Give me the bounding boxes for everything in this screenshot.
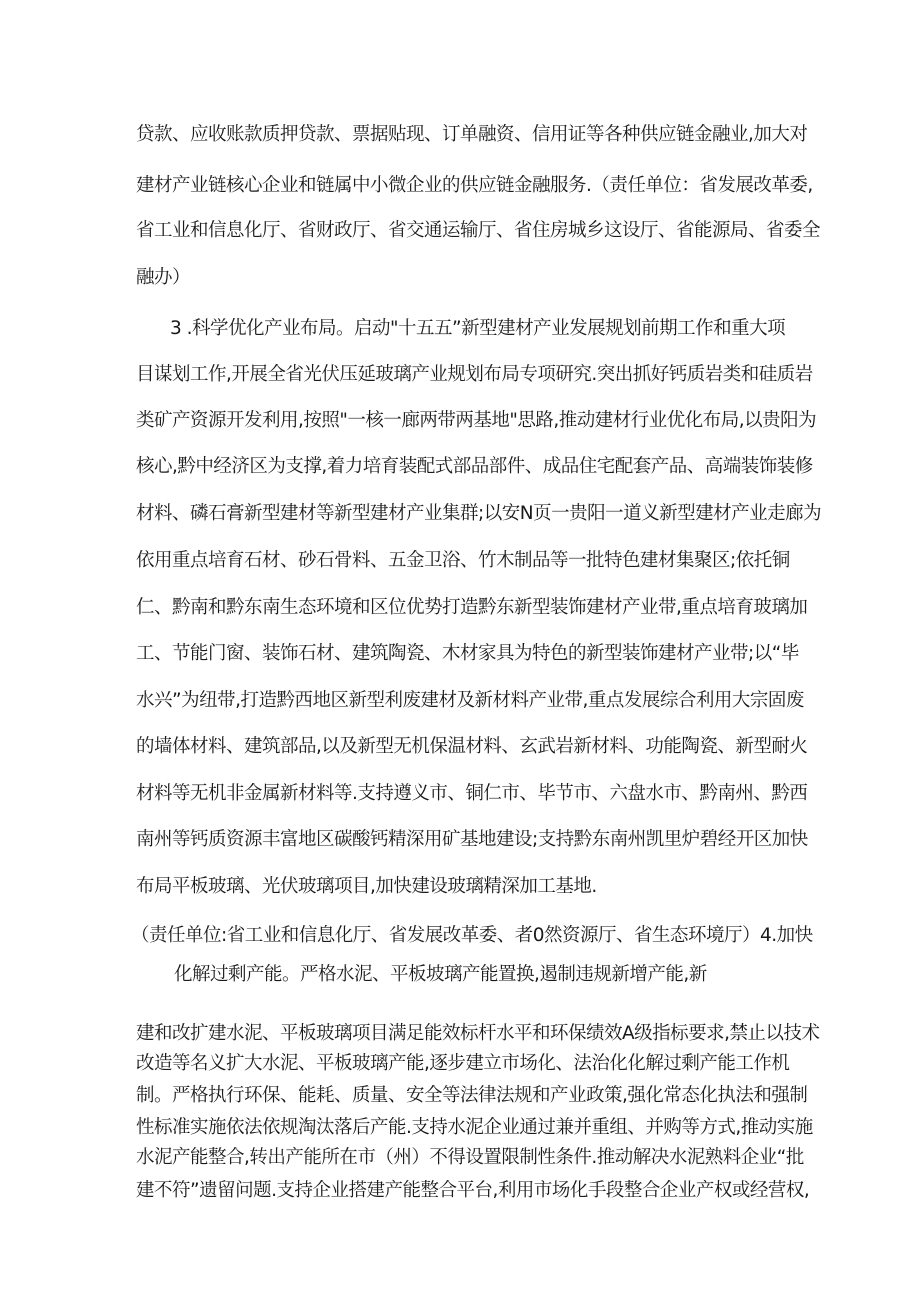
- text-line: 建和改扩建水泥、平板玻璃项目满足能效标杆水平和环保绩效A级指标要求,禁止以技术: [136, 1023, 820, 1044]
- text-line: 材料、磷石膏新型建材等新型建材产业集群;以安N页一贵阳一道义新型建材产业走廊为: [136, 503, 822, 524]
- text-line: 布局平板玻璃、光伏玻璃项目,加快建设玻璃精深加工基地.: [136, 876, 597, 897]
- text-line: 水泥产能整合,转出产能所在市（州）不得设置限制性条件.推动解决水泥熟料企业“批: [136, 1147, 804, 1168]
- text-line: 核心,黔中经济区为支撑,着力培育装配式部品部件、成品住宅配套产品、高端装饰装修: [136, 456, 813, 477]
- text-line: 类矿产资源开发利用,按照"一核一廊两带两基地"思路,推动建材行业优化布局,以贵阳为: [136, 410, 817, 431]
- text-line: 性标准实施依法依规淘汰落后产能.支持水泥企业通过兼并重组、并购等方式,推动实施: [136, 1117, 813, 1138]
- text-line: 依用重点培育石材、砂石骨料、五金卫浴、竹木制品等一批特色建材集聚区;依托铜: [136, 550, 790, 571]
- text-line: 的墙体材料、建筑部品,以及新型无机保温材料、玄武岩新材料、功能陶瓷、新型耐火: [136, 736, 808, 757]
- text-line: 化解过剩产能。严格水泥、平板坡璃产能置换,遏制违规新增产能,新: [174, 964, 707, 985]
- text-line: 工、节能门窗、装饰石材、建筑陶瓷、木材家具为特色的新型装饰建材产业带;以“毕: [136, 643, 799, 664]
- text-line: 目谋划工作,开展全省光伏压延玻璃产业规划布局专项研究.突出抓好钙质岩类和硅质岩: [136, 364, 813, 385]
- text-line: 材料等无机非金属新材料等.支持遵义市、铜仁市、毕节市、六盘水市、黔南州、黔西: [136, 783, 808, 804]
- text-line: 3 .科学优化产业布局。启动"十五五”新型建材产业发展规划前期工作和重大项: [170, 318, 786, 339]
- text-line: 改造等名义扩大水泥、平板玻璃产能,逐步建立市场化、法治化化解过剩产能工作机: [136, 1053, 790, 1074]
- text-line: 省工业和信息化厅、省财政厅、省交通运输厅、省住房城乡这设厅、省能源局、省委全: [136, 220, 821, 241]
- text-line: （责任单位:省工业和信息化厅、省发展改革委、者0然资源厅、省生态环境厅）4.加快: [131, 925, 813, 946]
- text-line: 仁、黔南和黔东南生态环境和区位优势打造黔东新型装饰建材产业带,重点培育玻璃加: [136, 597, 808, 618]
- text-line: 建不符”遗留问题.支持企业搭建产能整合平台,利用市场化手段整合企业产权或经营权,: [136, 1180, 810, 1201]
- text-line: 制。严格执行环保、能耗、质量、安全等法律法规和产业政策,强化常态化执法和强制: [136, 1085, 808, 1106]
- text-line: 贷款、应收账款质押贷款、票据贴现、订单融资、信用证等各种供应链金融业,加大对: [136, 124, 808, 145]
- text-line: 融办）: [136, 267, 191, 288]
- text-line: 南州等钙质资源丰富地区碳酸钙精深用矿基地建设;支持黔东南州凯里炉碧经开区加快: [136, 829, 808, 850]
- text-line: 水兴”为纽带,打造黔西地区新型利废建材及新材料产业带,重点发展综合利用大宗固废: [136, 690, 804, 711]
- text-line: 建材产业链核心企业和链属中小微企业的供应链金融服务.（责任单位：省发展改革委,: [136, 175, 813, 196]
